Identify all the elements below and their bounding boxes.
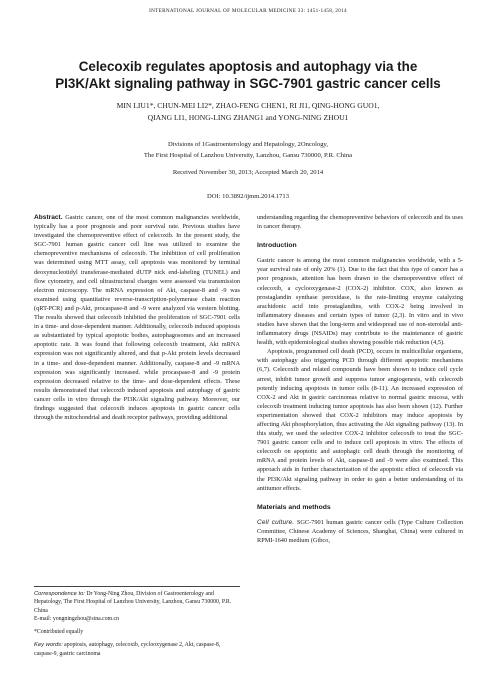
article-title	[20, 58, 476, 92]
cell-culture-text: SGC-7901 human gastric cancer cells (Type Culture Collection Committee, Chinese Academy of Sciences, Shanghai, China) were cultured in RPMI-1640 medium (Gibco,	[257, 518, 464, 544]
journal-header: INTERNATIONAL JOURNAL OF MOLECULAR MEDICINE 33: 1451-1458, 2014	[149, 8, 347, 14]
right-column	[257, 213, 463, 545]
abstract	[34, 213, 240, 422]
intro-paragraph-1: Gastric cancer is among the most common malignancies worldwide, with a 5-year survival rate of only 20% (1). Due to the fact that this type of cancer has a poor prognosis, attention has been drawn to the chemopreventive effect of celecoxib, a cyclooxygenase-2 (COX-2) inhibitor. COX, also known as prostaglandin synthase peroxidase, is the rate-limiting enzyme catalyzing arachidonic acid into prostaglandins, with COX-2 being involved in inflammatory diseases and certain types of tumor (2,3). In vitro and in vivo studies have shown that the long-term and widespread use of non-steroidal anti-inflammatory drugs (NSAIDs) may contribute to the maintenance of gastric health, with epidemiological studies showing possible risk reduction (4,5).	[257, 257, 463, 347]
correspondence-text: Dr Yong-Ning Zhou, Division of Gastroenterology and Hepatology, The First Hospital of Lanzhou University, Lanzhou, Gansu 730000, P.R. China	[34, 591, 232, 614]
correspondence-email: E-mail: yongningzhou@sina.com.cn	[34, 615, 120, 622]
correspondence	[34, 590, 240, 615]
abstract-heading: Abstract.	[34, 214, 63, 221]
methods-heading: Materials and methods	[257, 503, 331, 511]
introduction-heading: Introduction	[257, 242, 297, 250]
keywords-label: Key words:	[34, 642, 63, 649]
intro-paragraph-2: Apoptosis, programmed cell death (PCD), occurs in multicellular organisms, with autophagy also triggering PCD through different apoptotic mechanisms (6,7). Celecoxib and related compounds have been shown to induce cell cycle arrest, inhibit tumor growth and suppress tumor angiogenesis, with celecoxib potently inducing apoptosis in tumor cells (8-11). An increased expression of COX-2 and Akt in gastric carcinomas relative to normal gastric mucosa, with celecoxib treatment inducing tumor apoptosis has also been shown (12). Further experimentation showed that COX-2 inhibitors may induce apoptosis by affecting Akt phosphorylation, thus activating the Akt signaling pathway (13). In this study, we used the selective COX-2 inhibitor celecoxib to treat the SGC-7901 gastric cancer cells and to induce cell apoptosis in vitro. The effects of celecoxib on apoptotic and autophagic cell death through the monitoring of mRNA and protein levels of Akt, caspase-8 and -9 were also examined. This approach aids in further characterization of the apoptotic effect of celecoxib via the PI3K/Akt signaling pathway in order to gain a better understanding of its antitumor effects.	[257, 348, 463, 492]
footnote-divider	[34, 586, 240, 587]
cell-culture-subheading: Cell culture.	[257, 518, 295, 526]
left-column	[34, 213, 240, 422]
correspondence-label: Correspondence to:	[34, 591, 85, 597]
title-line-2: PI3K/Akt signaling pathway in SGC-7901 gastric cancer cells	[55, 76, 441, 91]
authors-line-1: MIN LIU1*, CHUN-MEI LI2*, ZHAO-FENG CHEN1, RI JI1, QING-HONG GUO1,	[116, 101, 380, 110]
footnotes	[34, 590, 240, 658]
contributed-equally: *Contributed equally	[34, 629, 84, 636]
keywords	[34, 641, 240, 658]
abstract-continuation: understanding regarding the chemopreventive behaviors of celecoxib and its uses in cancer therapy.	[257, 214, 463, 231]
authors-line-2: QIANG LI1, HONG-LING ZHANG1 and YONG-NING ZHOU1	[147, 113, 349, 122]
methods-paragraph	[257, 518, 463, 545]
title-line-1: Celecoxib regulates apoptosis and autophagy via the	[78, 59, 418, 74]
keywords-text: apoptosis, autophagy, celecoxib, cyclooxygenase 2, Akt, caspase-8, caspase-9, gastric carcinoma	[34, 642, 221, 657]
affiliation-line-2: The First Hospital of Lanzhou University, Lanzhou, Gansu 730000, P.R. China	[143, 152, 353, 159]
affiliation	[30, 139, 466, 161]
affiliation-line-1: Divisions of 1Gastroenterology and Hepatology, 2Oncology,	[167, 141, 329, 148]
authors	[30, 100, 466, 124]
abstract-text: Gastric cancer, one of the most common malignancies worldwide, typically has a poor prognosis and poor survival rate. Previous studies have investigated the chemopreventive effect of celecoxib. In the present study, the SGC-7901 human gastric cancer cell line was utilized to examine the chemopreventive mechanisms of celecoxib. The inhibition of cell proliferation was determined using MTT assay, cell apoptosis was monitored by terminal deoxynucleotidyl transferase-mediated dUTP nick end-labeling (TUNEL) and flow cytometry, and cell ultrastructural changes were assessed via transmission electron microscopy. The mRNA expression of Akt, caspase-8 and -9 was examined using quantitative reverse-transcription-polymerase chain reaction (qRT-PCR) and p-Akt, procaspase-8 and -9 were analyzed via western blotting. The results showed that celecoxib inhibited the proliferation of SGC-7901 cells in a time- and dose-dependent manner. Additionally, celecoxib induced apoptosis as substantiated by typical apoptotic bodies, autophagosomes and an increased apoptotic rate. It was found that following celecoxib treatment, Akt mRNA expression was not significantly altered, and that p-Akt protein levels decreased in a time- and dose-dependent manner. Additionally, caspase-8 and -9 mRNA expression was significantly increased. while procaspase-8 and -9 protein expression decreased relative to the time- and dose-dependent effects. These results demonstrated that celecoxib induced apoptosis and autophagy of gastric cancer cells in vitro through the PI3K/Akt signaling pathway. Moreover, our findings suggested that celecoxib induces apoptosis in gastric cancer cells through the mitochondrial and death receptor pathways, providing additional	[34, 214, 240, 422]
received-dates: Received November 30, 2013; Accepted March 20, 2014	[172, 169, 324, 176]
doi: DOI: 10.3892/ijmm.2014.1713	[206, 193, 290, 200]
